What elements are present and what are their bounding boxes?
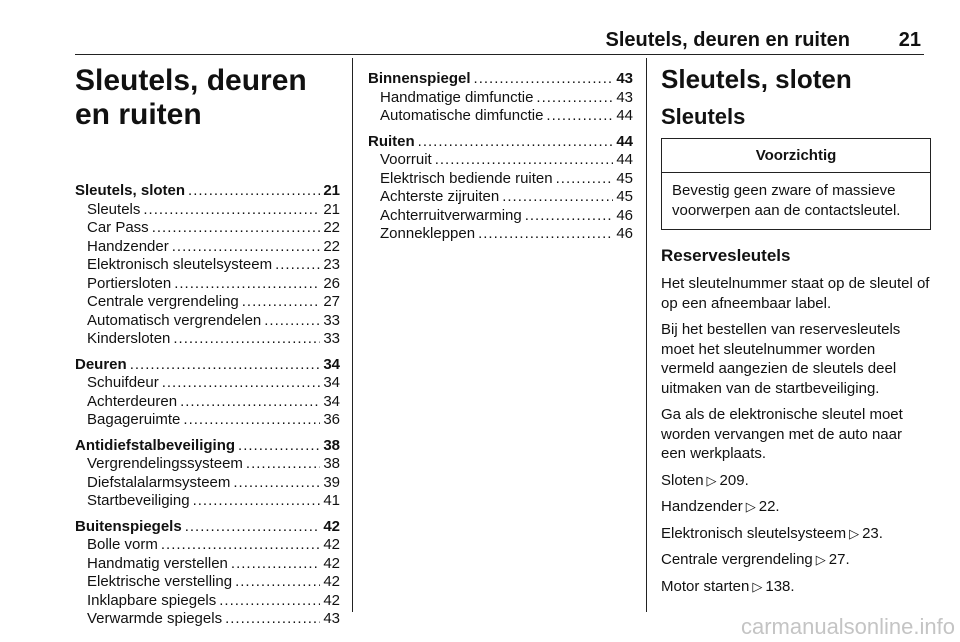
toc-leader-dots (188, 182, 320, 201)
paragraph: Bij het bestellen van reservesleutels moet het sleutelnummer worden vermeld aangezien de sleutels deel uitmaken van de startbeveiliging. (661, 321, 901, 397)
reference-text: Motor starten (661, 577, 750, 595)
toc-entry-title: Startbeveiliging (87, 492, 190, 509)
section-heading: Sleutels, sloten (661, 64, 852, 94)
toc-entry-title: Diefstalalarmsysteem (87, 473, 231, 491)
toc-page-number: 42 (323, 536, 340, 553)
toc-leader-dots (183, 411, 320, 430)
toc-page-number: 42 (323, 573, 340, 590)
toc-column-2 (368, 70, 633, 244)
toc-list-1 (75, 182, 340, 629)
reference-page: 138. (765, 577, 795, 595)
toc-entry-title: Car Pass (87, 219, 149, 236)
toc-page-number: 42 (323, 554, 340, 572)
toc-leader-dots (173, 330, 320, 349)
toc-entry-title: Achterdeuren (87, 392, 178, 410)
column-divider-1 (352, 58, 353, 612)
reference-arrow-icon: ▷ (706, 472, 717, 488)
paragraph: Het sleutelnummer staat op de sleutel of op een afneembaar label. (661, 275, 930, 312)
toc-entry-title: Handmatig verstellen (87, 554, 228, 572)
toc-entry[interactable] (75, 492, 340, 511)
caution-box (661, 138, 931, 230)
toc-entry-title: Kindersloten (87, 330, 171, 347)
toc-leader-dots (556, 170, 614, 189)
toc-leader-dots (238, 437, 320, 456)
toc-entry[interactable] (75, 474, 340, 493)
caution-text: Bevestig geen zware of massieve voorwerpen aan de contactsleutel. (672, 182, 901, 219)
toc-entry-title: Centrale vergrendeling (87, 293, 239, 310)
toc-page-number: 45 (616, 169, 633, 187)
toc-entry[interactable] (368, 151, 633, 170)
reference-page: 209. (719, 471, 749, 489)
toc-entry-title: Buitenspiegels (75, 517, 182, 535)
toc-entry-title: Verwarmde spiegels (87, 610, 223, 627)
toc-entry-title: Antidiefstalbeveiliging (75, 436, 236, 454)
toc-entry-title: Voorruit (380, 151, 432, 168)
toc-page-number: 22 (323, 219, 340, 236)
toc-entry[interactable] (75, 411, 340, 430)
toc-entry[interactable] (368, 207, 633, 226)
toc-leader-dots (172, 238, 321, 257)
toc-leader-dots (546, 107, 613, 126)
toc-leader-dots (536, 89, 613, 108)
toc-leader-dots (143, 201, 320, 220)
toc-entry-title: Inklapbare spiegels (87, 591, 217, 609)
toc-section-entry[interactable] (368, 133, 633, 152)
toc-entry[interactable] (75, 256, 340, 275)
toc-page-number: 44 (616, 151, 633, 168)
toc-entry-title: Automatische dimfunctie (380, 107, 544, 124)
toc-entry[interactable] (75, 592, 340, 611)
toc-page-number: 34 (323, 355, 340, 373)
paragraph: Ga als de elektronische sleutel moet worden vervangen met de auto naar een werkplaats. (661, 406, 903, 462)
toc-entry[interactable] (75, 293, 340, 312)
toc-entry[interactable] (368, 89, 633, 108)
toc-leader-dots (235, 573, 320, 592)
toc-leader-dots (525, 207, 614, 226)
toc-leader-dots (152, 219, 321, 238)
toc-entry-title: Zonnekleppen (380, 225, 476, 242)
toc-entry-title: Sleutels, sloten (75, 182, 186, 199)
toc-leader-dots (502, 188, 613, 207)
toc-page-number: 33 (323, 330, 340, 347)
toc-page-number: 42 (323, 591, 340, 609)
toc-leader-dots (474, 70, 614, 89)
toc-entry-title: Automatisch vergrendelen (87, 311, 262, 329)
subsection-heading: Sleutels (661, 104, 746, 129)
toc-entry[interactable] (75, 275, 340, 294)
toc-entry-title: Bagageruimte (87, 411, 181, 428)
column-divider-2 (646, 58, 647, 612)
reference-page: 22. (758, 498, 780, 515)
toc-page-number: 26 (323, 274, 340, 292)
toc-page-number: 36 (323, 411, 340, 428)
toc-column-1 (75, 64, 340, 629)
cross-reference[interactable] (661, 577, 931, 597)
toc-leader-dots (275, 256, 320, 275)
reference-text: Sloten (661, 471, 704, 489)
cross-reference[interactable] (661, 497, 931, 517)
toc-entry[interactable] (368, 107, 633, 126)
reference-arrow-icon: ▷ (849, 525, 860, 541)
toc-leader-dots (231, 555, 320, 574)
toc-entry-title: Ruiten (368, 132, 415, 150)
toc-leader-dots (418, 133, 614, 152)
toc-page-number: 41 (323, 492, 340, 509)
header-rule (75, 54, 924, 55)
toc-entry-title: Elektrische verstelling (87, 573, 233, 590)
toc-page-number: 43 (616, 70, 633, 87)
toc-page-number: 44 (616, 107, 633, 124)
toc-page-number: 43 (323, 610, 340, 627)
toc-leader-dots (264, 312, 320, 331)
toc-entry[interactable] (368, 225, 633, 244)
toc-leader-dots (185, 518, 321, 537)
toc-page-number: 34 (323, 392, 340, 410)
spare-keys-heading: Reservesleutels (661, 246, 791, 265)
content-column (661, 64, 931, 603)
toc-page-number: 23 (323, 256, 340, 273)
toc-leader-dots (435, 151, 614, 170)
reference-text: Centrale vergrendeling (661, 551, 813, 568)
reference-arrow-icon: ▷ (745, 499, 756, 514)
toc-leader-dots (130, 356, 321, 375)
reference-page: 23. (862, 524, 883, 542)
page-number: 21 (898, 29, 921, 51)
toc-entry[interactable] (75, 610, 340, 629)
toc-page-number: 27 (323, 293, 340, 310)
toc-page-number: 38 (323, 455, 340, 472)
toc-entry-title: Handmatige dimfunctie (380, 88, 534, 106)
toc-entry[interactable] (75, 374, 340, 393)
chapter-title: Sleutels, deuren en ruiten (75, 64, 307, 131)
toc-entry-title: Binnenspiegel (368, 70, 471, 87)
toc-section-entry[interactable] (75, 518, 340, 537)
toc-page-number: 22 (323, 237, 340, 255)
toc-leader-dots (219, 592, 320, 611)
toc-section-entry[interactable] (75, 182, 340, 201)
cross-reference[interactable] (661, 471, 931, 491)
toc-page-number: 45 (616, 188, 633, 205)
cross-reference[interactable] (661, 550, 931, 570)
cross-reference[interactable] (661, 524, 931, 544)
toc-leader-dots (180, 393, 320, 412)
toc-entry-title: Bolle vorm (87, 536, 158, 553)
toc-leader-dots (246, 455, 320, 474)
toc-entry[interactable] (368, 188, 633, 207)
toc-entry[interactable] (75, 238, 340, 257)
toc-leader-dots (225, 610, 320, 629)
toc-section-entry[interactable] (75, 437, 340, 456)
toc-leader-dots (233, 474, 320, 493)
toc-entry-title: Vergrendelingssysteem (87, 455, 243, 472)
reference-arrow-icon: ▷ (752, 578, 763, 594)
toc-leader-dots (162, 374, 321, 393)
toc-leader-dots (242, 293, 321, 312)
toc-page-number: 21 (323, 182, 340, 199)
toc-page-number: 43 (616, 88, 633, 106)
toc-entry[interactable] (75, 455, 340, 474)
toc-page-number: 42 (323, 517, 340, 535)
toc-entry[interactable] (75, 393, 340, 412)
toc-page-number: 46 (616, 206, 633, 224)
toc-entry[interactable] (75, 201, 340, 220)
toc-entry-title: Sleutels (87, 200, 141, 218)
reference-arrow-icon: ▷ (815, 552, 826, 567)
toc-entry[interactable] (75, 312, 340, 331)
toc-entry-title: Handzender (87, 237, 169, 255)
toc-entry-title: Elektrisch bediende ruiten (380, 169, 553, 187)
toc-entry-title: Portiersloten (87, 274, 172, 292)
reference-text: Elektronisch sleutelsysteem (661, 524, 847, 542)
toc-entry[interactable] (75, 219, 340, 238)
reference-list (661, 471, 931, 597)
reference-page: 27. (828, 551, 850, 568)
toc-leader-dots (193, 492, 321, 511)
toc-page-number: 33 (323, 311, 340, 329)
toc-page-number: 38 (323, 436, 340, 454)
toc-page-number: 39 (323, 473, 340, 491)
toc-section-entry[interactable] (75, 356, 340, 375)
toc-entry-title: Schuifdeur (87, 374, 159, 391)
toc-entry[interactable] (75, 536, 340, 555)
toc-page-number: 34 (323, 374, 340, 391)
toc-list-2 (368, 70, 633, 244)
toc-entry[interactable] (368, 170, 633, 189)
toc-section-entry[interactable] (368, 70, 633, 89)
toc-entry[interactable] (75, 573, 340, 592)
toc-entry-title: Achterruitverwarming (380, 206, 522, 224)
toc-page-number: 46 (616, 225, 633, 242)
watermark: carmanualsonline.info (740, 614, 955, 639)
toc-entry[interactable] (75, 555, 340, 574)
running-header-title: Sleutels, deuren en ruiten (605, 29, 850, 51)
toc-entry-title: Elektronisch sleutelsysteem (87, 256, 273, 273)
toc-leader-dots (174, 275, 320, 294)
toc-entry[interactable] (75, 330, 340, 349)
toc-entry-title: Deuren (75, 355, 127, 373)
toc-page-number: 21 (323, 200, 340, 218)
toc-page-number: 44 (616, 132, 633, 150)
toc-entry-title: Achterste zijruiten (380, 188, 500, 205)
caution-title: Voorzichtig (662, 139, 930, 173)
reference-text: Handzender (661, 498, 743, 515)
toc-leader-dots (478, 225, 613, 244)
toc-leader-dots (161, 536, 320, 555)
